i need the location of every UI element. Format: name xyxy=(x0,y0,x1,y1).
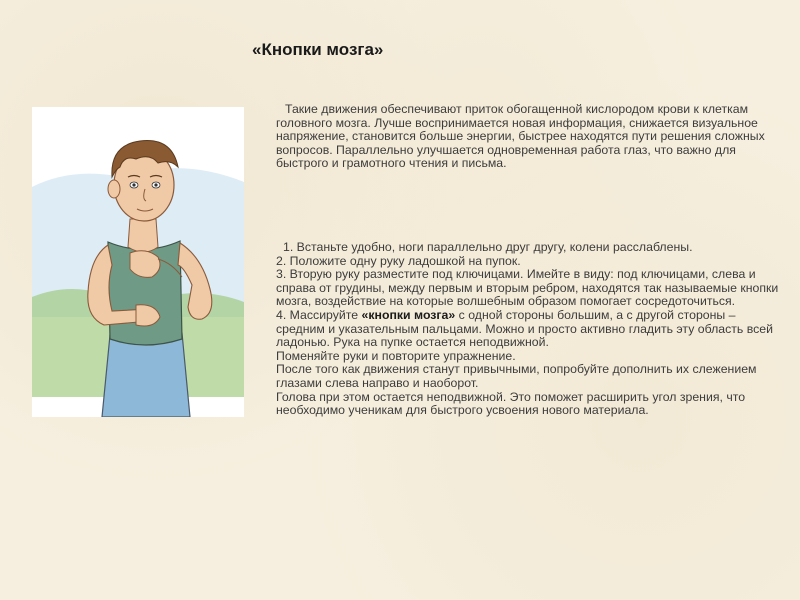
step-4-prefix: 4. Массируйте xyxy=(276,307,362,322)
step-4 xyxy=(276,309,786,350)
step-4-highlight: «кнопки мозга» xyxy=(361,307,456,322)
slide-title: «Кнопки мозга» xyxy=(252,40,384,59)
step-1: 1. Встаньте удобно, ноги параллельно друг другу, колени расслаблены. xyxy=(283,240,693,254)
eye-tracking-text: После того как движения станут привычными, попробуйте дополнить их слежением глазами слева направо и наоборот. xyxy=(276,362,757,390)
step-4-suffix: с одной стороны большим, а с другой стороны – средним и указательным пальцами. Можно и просто активно гладить эту область всей ладонью. Рука на пупке остается неподвижной. xyxy=(276,307,773,350)
step-3: 3. Вторую руку разместите под ключицами. Имейте в виду: под ключицами, слева и справа от грудины, между первым и вторым ребром, находятся так называемые кнопки мозга, воздействие на которые волшебным образом помогает сосредоточиться. xyxy=(276,267,779,309)
intro-paragraph: Такие движения обеспечивают приток обогащенной кислородом крови к клеткам головного мозга. Лучше воспринимается новая информация, снижается визуальное напряжение, становится больше энергии, быстрее находятся пути решения сложных вопросов. Параллельно улучшается одновременная работа глаз, что важно для быстрого и грамотного чтения и письма. xyxy=(276,102,765,171)
boy-illustration xyxy=(32,107,244,417)
head-still-text: Голова при этом остается неподвижной. Это поможет расширить угол зрения, что необходимо ученикам для быстрого усвоения нового материала. xyxy=(276,389,746,418)
swap-hands-text: Поменяйте руки и повторите упражнение. xyxy=(276,348,516,363)
step-2: 2. Положите одну руку ладошкой на пупок. xyxy=(276,253,521,268)
exercise-steps xyxy=(276,241,786,418)
